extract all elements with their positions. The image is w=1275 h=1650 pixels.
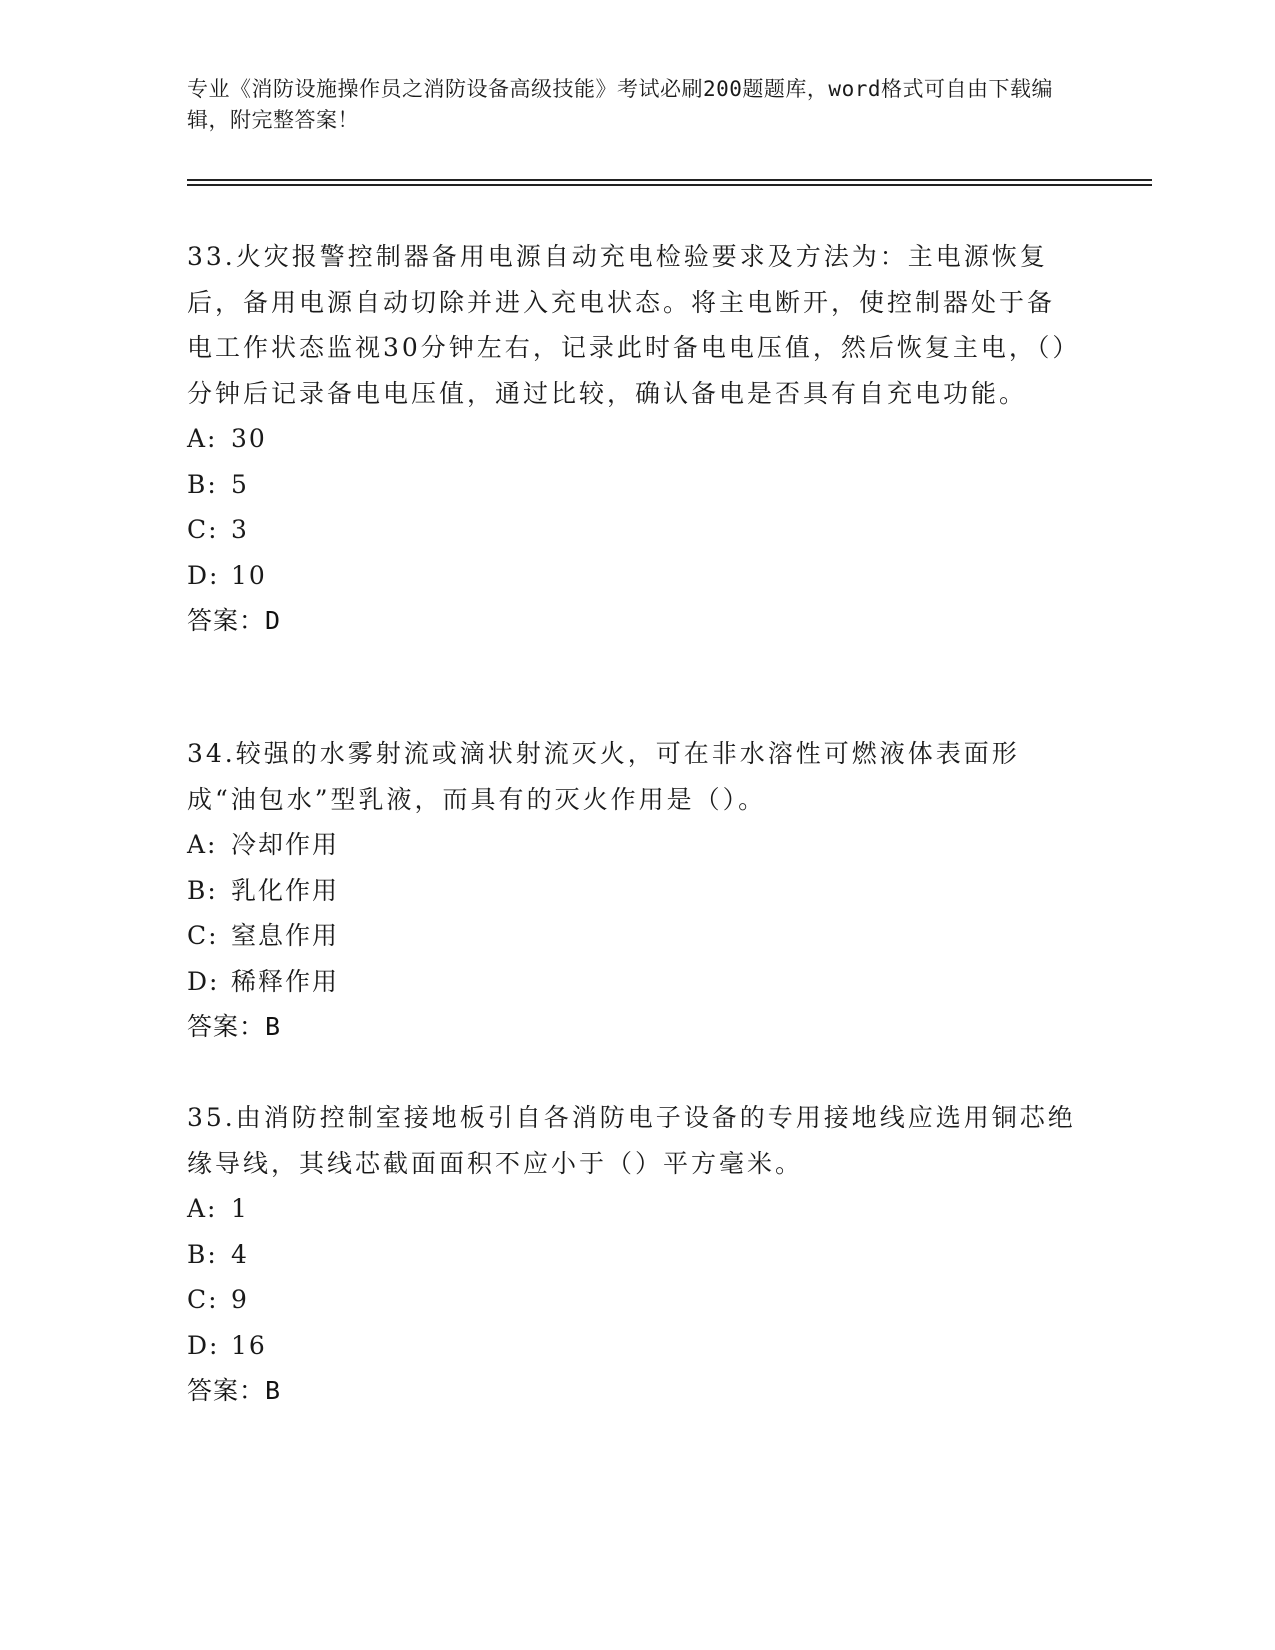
header-divider-top bbox=[187, 179, 1152, 181]
option-value: 4 bbox=[231, 1239, 249, 1269]
option-value: 5 bbox=[231, 469, 249, 499]
option-value: 冷却作用 bbox=[231, 830, 340, 859]
option-b bbox=[187, 1232, 1077, 1278]
answer-text: 答案：B bbox=[187, 1012, 282, 1041]
option-b bbox=[187, 462, 1077, 508]
header-text: 专业《消防设施操作员之消防设备高级技能》考试必刷200题题库，word格式可自由下载编辑，附完整答案！ bbox=[187, 77, 1053, 132]
option-value: 1 bbox=[231, 1194, 249, 1223]
header-divider-bottom bbox=[187, 184, 1152, 186]
option-key: C: bbox=[187, 1285, 219, 1314]
option-d bbox=[187, 553, 1077, 599]
question-text: 35.由消防控制室接地板引自各消防电子设备的专用接地线应选用铜芯绝缘导线，其线芯截面面积不应小于（）平方毫米。 bbox=[187, 1103, 1076, 1178]
option-value: 16 bbox=[231, 1330, 267, 1360]
option-key: C: bbox=[187, 515, 219, 544]
option-key: B: bbox=[187, 469, 218, 499]
option-c bbox=[187, 913, 1077, 959]
option-key: D: bbox=[187, 1330, 220, 1360]
option-value: 稀释作用 bbox=[231, 966, 340, 996]
option-d bbox=[187, 1323, 1077, 1369]
option-key: C: bbox=[187, 921, 219, 950]
option-value: 窒息作用 bbox=[231, 921, 340, 950]
answer-text: 答案：B bbox=[187, 1376, 282, 1405]
question-33 bbox=[187, 234, 1077, 644]
option-d bbox=[187, 959, 1077, 1005]
option-value: 乳化作用 bbox=[231, 875, 340, 905]
question-text: 34.较强的水雾射流或滴状射流灭火，可在非水溶性可燃液体表面形成“油包水”型乳液，而具有的灭火作用是（）。 bbox=[187, 739, 1020, 814]
question-34 bbox=[187, 731, 1077, 1050]
option-value: 9 bbox=[231, 1285, 249, 1314]
question-text: 33.火灾报警控制器备用电源自动充电检验要求及方法为：主电源恢复后，备用电源自动切除并进入充电状态。将主电断开，使控制器处于备电工作状态监视30分钟左右，记录此时备电电压值，然后恢复主电，（）分钟后记录备电电压值，通过比较，确认备电是否具有自充电功能。 bbox=[187, 242, 1068, 408]
option-c bbox=[187, 507, 1077, 553]
option-a bbox=[187, 416, 1077, 462]
option-value: 10 bbox=[231, 560, 267, 590]
option-key: B: bbox=[187, 875, 218, 905]
option-value: 30 bbox=[231, 424, 267, 453]
option-a bbox=[187, 822, 1077, 868]
option-key: D: bbox=[187, 966, 220, 996]
option-key: A: bbox=[187, 424, 218, 453]
option-key: A: bbox=[187, 830, 218, 859]
option-key: B: bbox=[187, 1239, 218, 1269]
document-header bbox=[187, 74, 1077, 136]
option-key: D: bbox=[187, 560, 220, 590]
option-a bbox=[187, 1186, 1077, 1232]
question-35 bbox=[187, 1095, 1077, 1414]
option-c bbox=[187, 1277, 1077, 1323]
option-value: 3 bbox=[231, 515, 249, 544]
option-key: A: bbox=[187, 1194, 218, 1223]
answer-text: 答案：D bbox=[187, 606, 282, 635]
option-b bbox=[187, 868, 1077, 914]
